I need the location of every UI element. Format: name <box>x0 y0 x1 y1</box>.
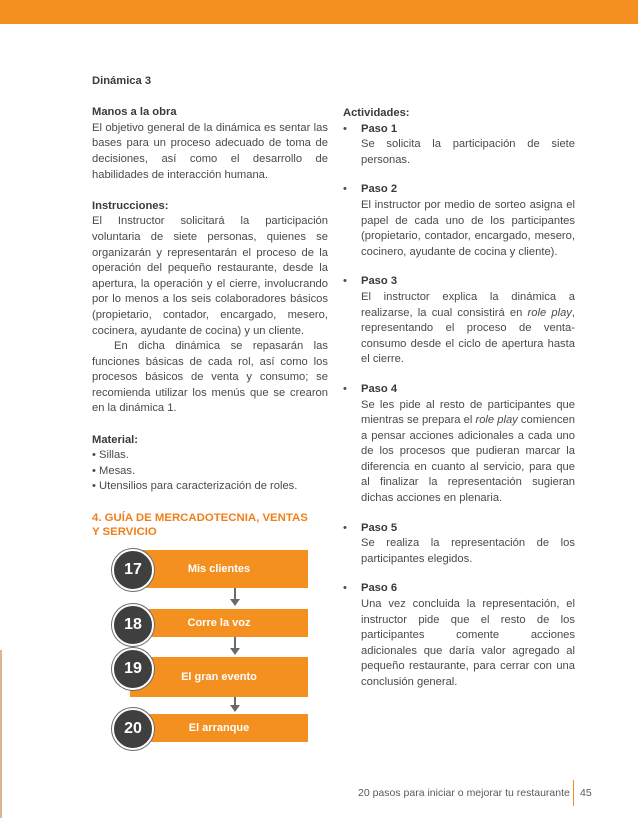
footer-divider <box>573 780 574 806</box>
step-title: Paso 2 <box>361 183 398 196</box>
instructions-paragraph-1: El Instructor solicitará la participación voluntaria de siete personas, quienes se organizarán y representarán el proceso de la operación del pequeño restaurante, desde la apertura, la operación y el cierre, involucrando por lo menos a los seis colaboradores básicos (propietario, contador, encargado, mesero, cocinera, ayudante de cocina) y un cliente. <box>92 215 328 337</box>
objective-text: El objetivo general de la dinámica es sentar las bases para un proceso adecuado de toma de decisiones, así como el desarrollo de habilidades de interacción humana. <box>92 121 328 181</box>
section-title-line-1: 4. GUÍA DE MERCADOTECNIA, VENTAS <box>92 511 308 524</box>
section-title-line-2: Y SERVICIO <box>92 526 157 539</box>
step-text-emphasis: role play <box>527 306 572 319</box>
activity-step <box>343 274 575 368</box>
bullet-icon: • <box>343 122 347 135</box>
step-text <box>361 290 575 368</box>
material-title: Material: <box>92 433 139 446</box>
step-number-badge: 19 <box>112 648 154 690</box>
step-text: Se solicita la participación de siete personas. <box>361 138 575 166</box>
step-title: Paso 3 <box>361 275 398 288</box>
flow-box-el-gran-evento <box>130 657 308 697</box>
flow-label: El gran evento <box>181 671 257 683</box>
arrow-down-icon <box>230 648 240 655</box>
flow-label: El arranque <box>188 722 250 734</box>
step-text: El instructor por medio de sorteo asigna el papel de cada uno de los participantes (propietario, contador, encargado, mesero, cocinero, ayudante de cocina y cliente). <box>361 198 575 258</box>
bullet-icon: • <box>343 183 347 196</box>
activity-step <box>343 521 575 568</box>
bullet-icon: • <box>343 275 347 288</box>
step-text: Una vez concluida la representación, el instructor pide que el resto de los participantes comente acciones adicionales que daría valor agregado al pequeño restaurante, para cerrar con una conclusión general. <box>361 598 575 688</box>
arrow-down-icon <box>230 705 240 712</box>
step-title: Paso 6 <box>361 582 398 595</box>
activity-step <box>343 382 575 507</box>
page-number: 45 <box>580 787 592 799</box>
step-text: Se realiza la representación de los participantes elegidos. <box>361 537 575 565</box>
left-column <box>92 74 328 540</box>
arrow-down-icon <box>230 599 240 606</box>
flow-label: Mis clientes <box>187 563 251 575</box>
step-text-part: Se les pide al resto de participantes que mientras se prepara el <box>361 398 575 427</box>
bullet-icon: • <box>343 521 347 534</box>
page-edge-shadow <box>0 650 2 818</box>
activities-title: Actividades: <box>343 107 410 119</box>
step-text-emphasis: role play <box>475 414 518 427</box>
instructions-paragraph-2: En dicha dinámica se repasarán las funciones básicas de cada rol, así como los procesos básicos de venta y consumo; se recomienda utilizar los menús que se crearon en la dinámica 1. <box>92 340 328 415</box>
bullet-icon: • <box>343 382 347 395</box>
dynamic-subheading: Manos a la obra <box>92 106 177 119</box>
flow-label: Corre la voz <box>187 617 251 629</box>
step-title: Paso 1 <box>361 122 398 135</box>
material-item: • Mesas. <box>92 464 136 477</box>
activity-step <box>343 122 575 169</box>
step-number-badge: 18 <box>112 604 154 646</box>
step-number-badge: 20 <box>112 708 154 750</box>
instructions-title: Instrucciones: <box>92 199 169 212</box>
flow-box-corre-la-voz <box>130 609 308 637</box>
flow-box-el-arranque <box>130 714 308 742</box>
step-text-part: , representando el proceso de venta-consumo desde el ciclo de apertura hasta el cierre. <box>361 306 575 366</box>
step-text-part: El instructor explica la dinámica a realizarse, la cual consistirá en <box>361 290 575 319</box>
flow-box-mis-clientes <box>130 550 308 588</box>
step-title: Paso 5 <box>361 521 398 534</box>
material-item: • Sillas. <box>92 449 129 462</box>
top-accent-bar <box>0 0 638 24</box>
steps-flow-diagram <box>110 546 310 746</box>
bullet-icon: • <box>343 582 347 595</box>
step-title: Paso 4 <box>361 382 398 395</box>
activity-step <box>343 182 575 260</box>
material-item: • Utensilios para caracterización de roles. <box>92 480 298 493</box>
activity-step <box>343 581 575 690</box>
step-number-badge: 17 <box>112 549 154 591</box>
step-text-part: comiencen a pensar acciones adicionales a cada uno de los procesos que pudieran marcar la diferencia en cuanto al servicio, para que al finalizar la representación sugieran dichas acciones en plenaria. <box>361 414 575 505</box>
footer-text: 20 pasos para iniciar o mejorar tu restaurante <box>358 787 570 799</box>
dynamic-heading: Dinámica 3 <box>92 75 152 87</box>
step-text <box>361 398 575 507</box>
right-column <box>343 106 575 705</box>
